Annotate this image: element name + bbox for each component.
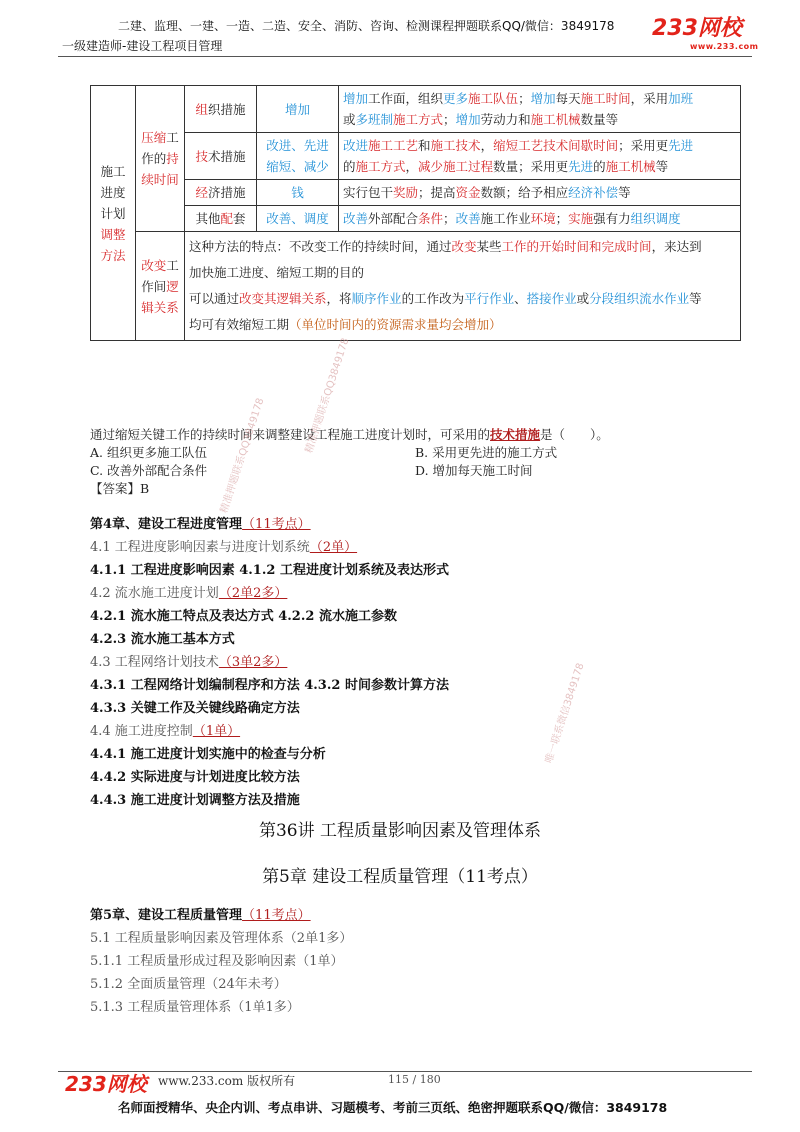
watermark: 精准押题联系QQ3849178 [218, 396, 267, 515]
question-stem: 通过缩短关键工作的持续时间来调整建设工程施工进度计划时，可采用的技术措施是（ ）。 [90, 427, 609, 442]
table-row [91, 232, 741, 341]
detail-technical: 改进施工工艺和施工技术，缩短工艺技术间歇时间；采用更先进 的施工方式，减少施工过程数量；采用更先进的施工机械等 [339, 133, 741, 180]
table-row [91, 180, 741, 206]
detail-organization: 增加工作面，组织更多施工队伍；增加每天施工时间，采用加班 或多班制施工方式；增加劳动力和施工机械数量等 [339, 86, 741, 133]
chapter4-heading: 第4章、建设工程进度管理（11考点） [90, 517, 311, 532]
section-5-1-1: 5.1.1 工程质量形成过程及影响因素（1单） [90, 954, 344, 969]
detail-logic: 这种方法的特点：不改变工作的持续时间，通过改变某些工作的开始时间和完成时间，来达到 加快施工进度、缩短工期的目的 可以通过改变其逻辑关系，将顺序作业的工作改为平行作业、搭接作业或分段组织流水作业等 均可有效缩短工期（单位时间内的资源需求量均会增加） [185, 232, 741, 341]
detail-other: 改善外部配合条件；改善施工作业环境；实施强有力组织调度 [339, 206, 741, 232]
section-5-1-3: 5.1.3 工程质量管理体系（1单1多） [90, 1000, 300, 1015]
footer-logo[interactable]: 233网校 [65, 1072, 147, 1096]
section-4-2: 4.2 流水施工进度计划（2单2多） [90, 586, 288, 601]
measure-organization: 组织措施 [185, 86, 257, 133]
header-contact: 二建、监理、一建、一造、二造、安全、消防、咨询、检测课程押题联系QQ/微信：3849178 [118, 19, 615, 33]
group-label-compress: 压缩工 作的持 续时间 [136, 86, 185, 232]
group-label-logic: 改变工 作间逻 辑关系 [136, 232, 185, 341]
measure-technical: 技术措施 [185, 133, 257, 180]
page-number: 115 / 180 [388, 1073, 441, 1086]
option-a: A. 组织更多施工队伍 [90, 445, 207, 460]
section-4-2-3: 4.2.3 流水施工基本方式 [90, 632, 235, 647]
section-4-1: 4.1 工程进度影响因素与进度计划系统（2单） [90, 540, 358, 555]
measure-other: 其他配套 [185, 206, 257, 232]
table-row [91, 133, 741, 180]
method-money: 钱 [257, 180, 339, 206]
chapter5-heading: 第5章、建设工程质量管理（11考点） [90, 908, 311, 923]
option-d: D. 增加每天施工时间 [415, 463, 533, 478]
section-5-1: 5.1 工程质量影响因素及管理体系（2单1多） [90, 931, 353, 946]
lecture-title: 第36讲 工程质量影响因素及管理体系 [258, 821, 542, 841]
section-4-4-2: 4.4.2 实际进度与计划进度比较方法 [90, 770, 300, 785]
section-4-4-3: 4.4.3 施工进度计划调整方法及措施 [90, 793, 300, 808]
header-subtitle: 一级建造师-建设工程项目管理 [62, 39, 223, 53]
table-row [91, 86, 741, 133]
row-header-cell: 施工 进度 计划 调整 方法 [91, 86, 136, 341]
watermark: 精准押题联系QQ3849178 [303, 336, 352, 455]
method-increase: 增加 [257, 86, 339, 133]
footer-copyright[interactable]: www.233.com 版权所有 [158, 1074, 296, 1088]
chapter5-title: 第5章 建设工程质量管理（11考点） [262, 867, 538, 887]
section-4-4-1: 4.4.1 施工进度计划实施中的检查与分析 [90, 747, 326, 762]
section-5-1-2: 5.1.2 全面质量管理（24年未考） [90, 977, 287, 992]
method-coordinate: 改善、调度 [257, 206, 339, 232]
table-row [91, 206, 741, 232]
header-divider [58, 56, 752, 57]
footer-contact: 名师面授精华、央企内训、考点串讲、习题模考、考前三页纸、绝密押题联系QQ/微信：3849178 [118, 1100, 668, 1115]
section-4-4: 4.4 施工进度控制（1单） [90, 724, 241, 739]
section-4-3-1: 4.3.1 工程网络计划编制程序和方法 4.3.2 时间参数计算方法 [90, 678, 449, 693]
detail-economic: 实行包干奖励；提高资金数额；给予相应经济补偿等 [339, 180, 741, 206]
section-4-3-3: 4.3.3 关键工作及关键线路确定方法 [90, 701, 300, 716]
option-c: C. 改善外部配合条件 [90, 463, 208, 478]
method-improve: 改进、先进 缩短、减少 [257, 133, 339, 180]
section-4-3: 4.3 工程网络计划技术（3单2多） [90, 655, 288, 670]
section-4-2-1: 4.2.1 流水施工特点及表达方式 4.2.2 流水施工参数 [90, 609, 397, 624]
measure-economic: 经济措施 [185, 180, 257, 206]
adjustment-method-table [90, 85, 741, 341]
option-b: B. 采用更先进的施工方式 [415, 445, 558, 460]
brand-url[interactable]: www.233.com [690, 42, 759, 51]
answer: 【答案】B [90, 481, 150, 496]
section-4-1-1: 4.1.1 工程进度影响因素 4.1.2 工程进度计划系统及表达形式 [90, 563, 449, 578]
brand-logo[interactable]: 233网校 [652, 16, 742, 41]
watermark: 唯一联系微信3849178 [543, 661, 587, 765]
